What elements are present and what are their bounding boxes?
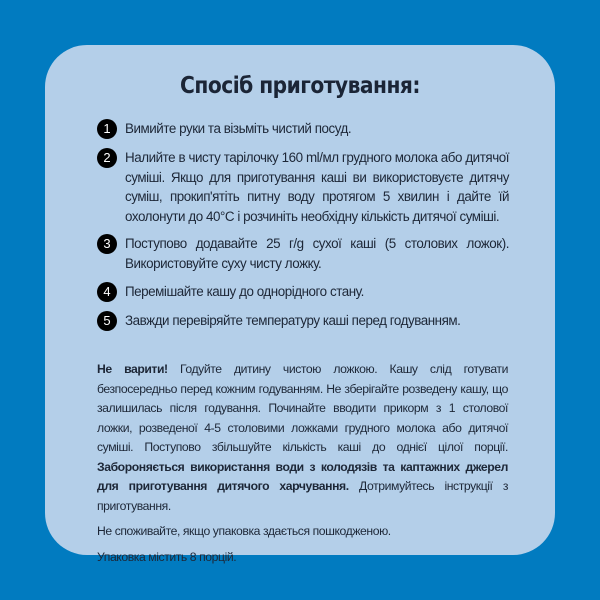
step-1	[97, 119, 517, 139]
step-3	[97, 234, 517, 273]
notes-section	[97, 360, 508, 573]
step-text: Поступово додавайте 25 г/g сухої каші (5 столових ложок). Використовуйте суху чисту ложку.	[125, 236, 509, 271]
step-4	[97, 282, 517, 302]
step-number-badge: 4	[97, 282, 117, 302]
step-5	[97, 311, 517, 331]
step-text: Вимийте руки та візьміть чистий посуд.	[125, 121, 352, 136]
step-text: Налийте в чисту тарілочку 160 ml/мл грудного молока або дитячої суміші. Якщо для приготування каші ви використовуєте дитячу суміш, прокип'ятіть питну воду протягом 5 хвилин і дайте їй охолонути до 40°С і розчиніть необхідну кількість дитячої суміші.	[125, 150, 509, 224]
portions-notice: Упаковка містить 8 порцій.	[97, 549, 237, 564]
prohibition-text: Дотримуйтесь інструкції з приготування.	[97, 479, 508, 513]
step-2	[97, 148, 517, 226]
instructions-card	[45, 45, 555, 564]
step-number-badge: 3	[97, 234, 117, 254]
prohibition-bold: Забороняється використання води з колодязів та каптажних джерел для приготування дитячого харчування.	[97, 459, 508, 493]
warning-paragraph	[97, 360, 508, 516]
step-number-badge: 5	[97, 311, 117, 331]
warning-text: Годуйте дитину чистою ложкою. Кашу слід готувати безпосередньо перед кожним годуванням. Не зберігайте розведену кашу, що залишилась після годування. Починайте вводити прикорм з 1 столової ложки, розведеної 4-5 столовими ложками грудного молока або дитячої суміші. Поступово збільшуйте кількість каші до однієї цілої порції.	[97, 362, 508, 454]
step-number-badge: 1	[97, 119, 117, 139]
damage-notice: Не споживайте, якщо упаковка здається пошкодженою.	[97, 524, 391, 538]
steps-list	[97, 119, 517, 340]
step-text: Перемішайте кашу до однорідного стану.	[125, 284, 364, 299]
step-text: Завжди перевіряйте температуру каші перед годуванням.	[125, 313, 461, 328]
page-title: Спосіб приготування:	[180, 73, 420, 99]
warning-bold: Не варити!	[97, 362, 168, 376]
step-number-badge: 2	[97, 148, 117, 168]
